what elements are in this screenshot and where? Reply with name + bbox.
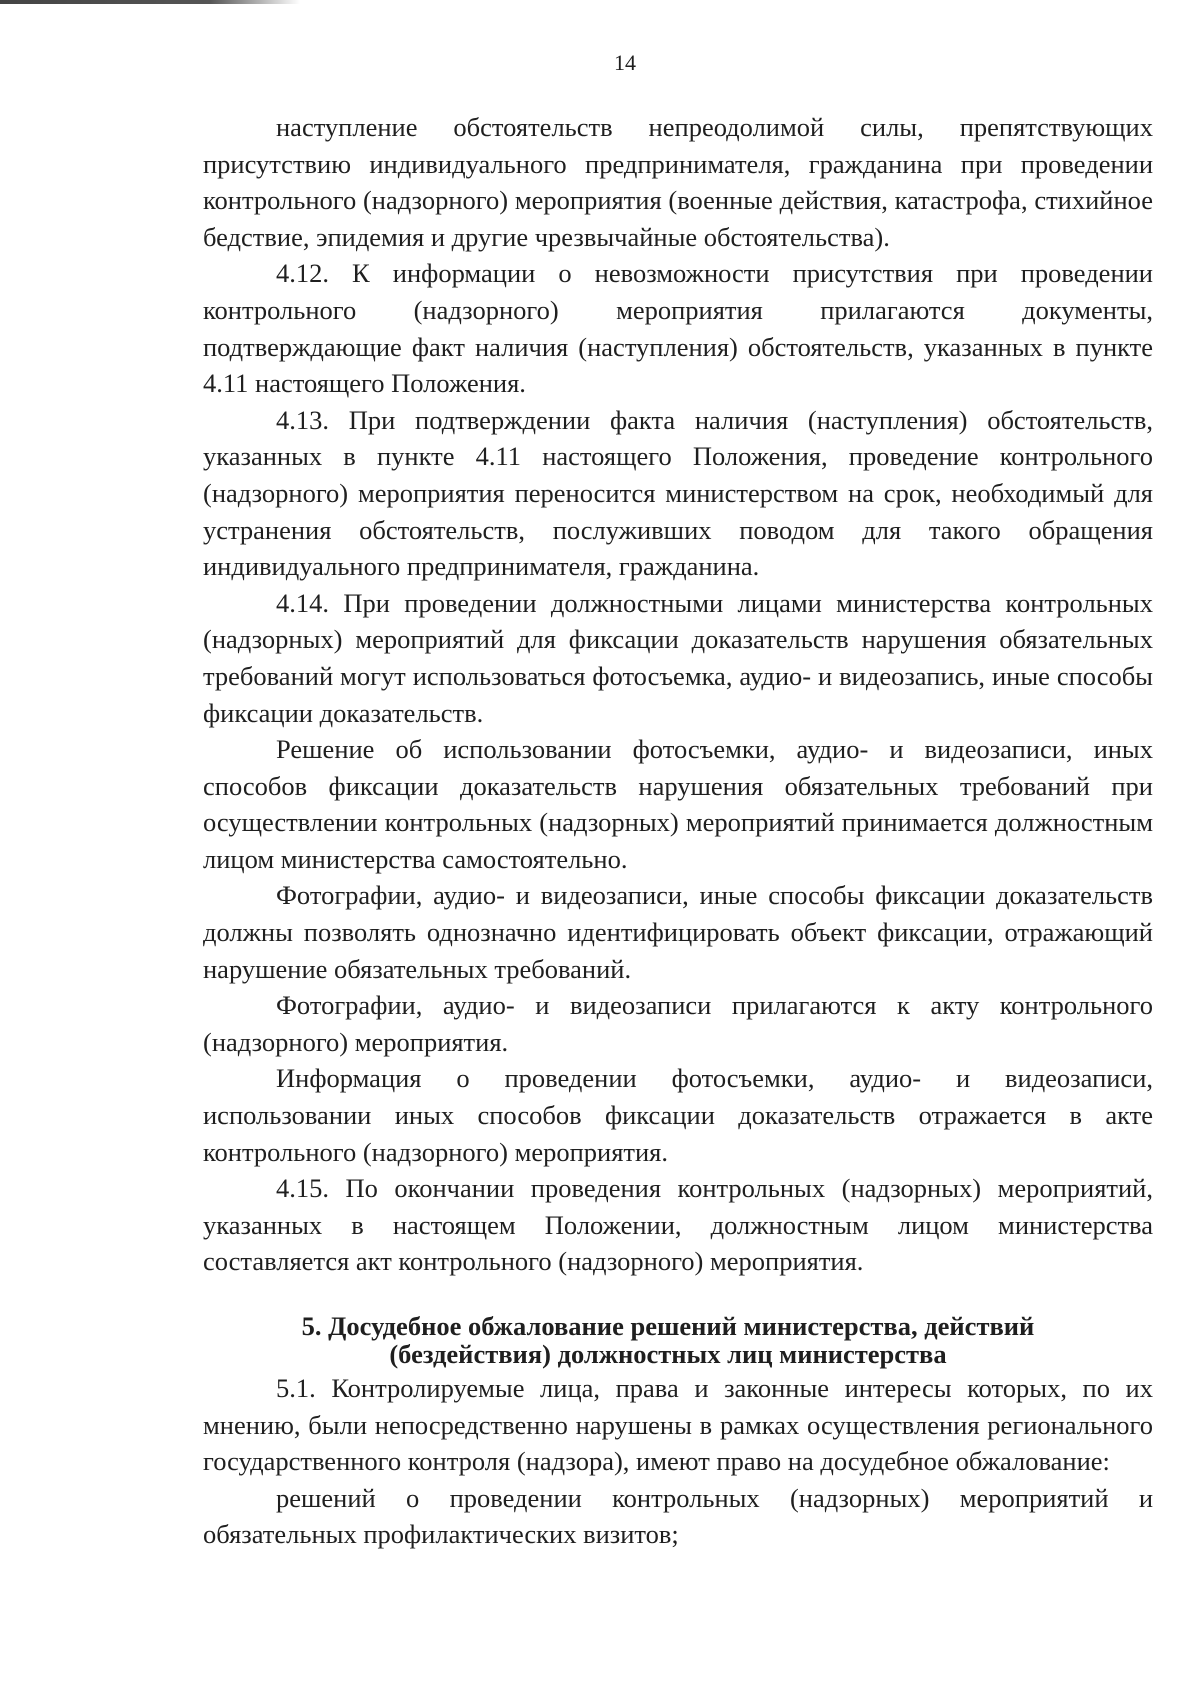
paragraph-5-1: 5.1. Контролируемые лица, права и законные интересы которых, по их мнению, были непосредственно нарушены в рамках осуществления регионального государственного контроля (надзора), имеют право на досудебное обжалование: <box>203 1373 1153 1477</box>
paragraph-4-13: 4.13. При подтверждении факта наличия (наступления) обстоятельств, указанных в пункте 4.11 настоящего Положения, проведение контрольного (надзорного) мероприятия переносится министерством на срок, необходимый для устранения обстоятельств, послуживших поводом для такого обращения индивидуального предпринимателя, гражданина. <box>203 404 1153 582</box>
paragraph-decision-recording: Решение об использовании фотосъемки, аудио- и видеозаписи, иных способов фиксации доказательств нарушения обязательных требований при осуществлении контрольных (надзорных) мероприятий принимается должностным лицом министерства самостоятельно. <box>203 734 1153 874</box>
scan-edge-artifact <box>0 0 300 4</box>
page-number: 14 <box>614 50 636 75</box>
paragraph-photos-identify: Фотографии, аудио- и видеозаписи, иные способы фиксации доказательств должны позволять однозначно идентифицировать объект фиксации, отражающий нарушение обязательных требований. <box>203 880 1153 984</box>
paragraph-4-12: 4.12. К информации о невозможности присутствия при проведении контрольного (надзорного) мероприятия прилагаются документы, подтверждающие факт наличия (наступления) обстоятельств, указанных в пункте 4.11 настоящего Положения. <box>203 258 1153 399</box>
paragraph-force-majeure: наступление обстоятельств непреодолимой силы, препятствующих присутствию индивидуального предпринимателя, гражданина при проведении контрольного (надзорного) мероприятия (военные действия, катастрофа, стихийное бедствие, эпидемия и другие чрезвычайные обстоятельства). <box>203 112 1153 252</box>
paragraph-4-14: 4.14. При проведении должностными лицами министерства контрольных (надзорных) мероприятий для фиксации доказательств нарушения обязательных требований могут использоваться фотосъемка, аудио- и видеозапись, иные способы фиксации доказательств. <box>203 587 1153 728</box>
document-body <box>203 109 1153 1553</box>
paragraph-decisions-list-item: решений о проведении контрольных (надзорных) мероприятий и обязательных профилактических визитов; <box>203 1482 1153 1550</box>
paragraph-4-15: 4.15. По окончании проведения контрольных (надзорных) мероприятий, указанных в настоящем Положении, должностным лицом министерства составляется акт контрольного (надзорного) мероприятия. <box>203 1173 1153 1277</box>
paragraph-photos-attached: Фотографии, аудио- и видеозаписи прилагаются к акту контрольного (надзорного) мероприятия. <box>203 990 1153 1057</box>
section-5-heading: 5. Досудебное обжалование решений министерства, действий (бездействия) должностных лиц министерства <box>301 1311 1035 1369</box>
paragraph-recording-info: Информация о проведении фотосъемки, аудио- и видеозаписи, использовании иных способов фиксации доказательств отражается в акте контрольного (надзорного) мероприятия. <box>203 1063 1153 1167</box>
